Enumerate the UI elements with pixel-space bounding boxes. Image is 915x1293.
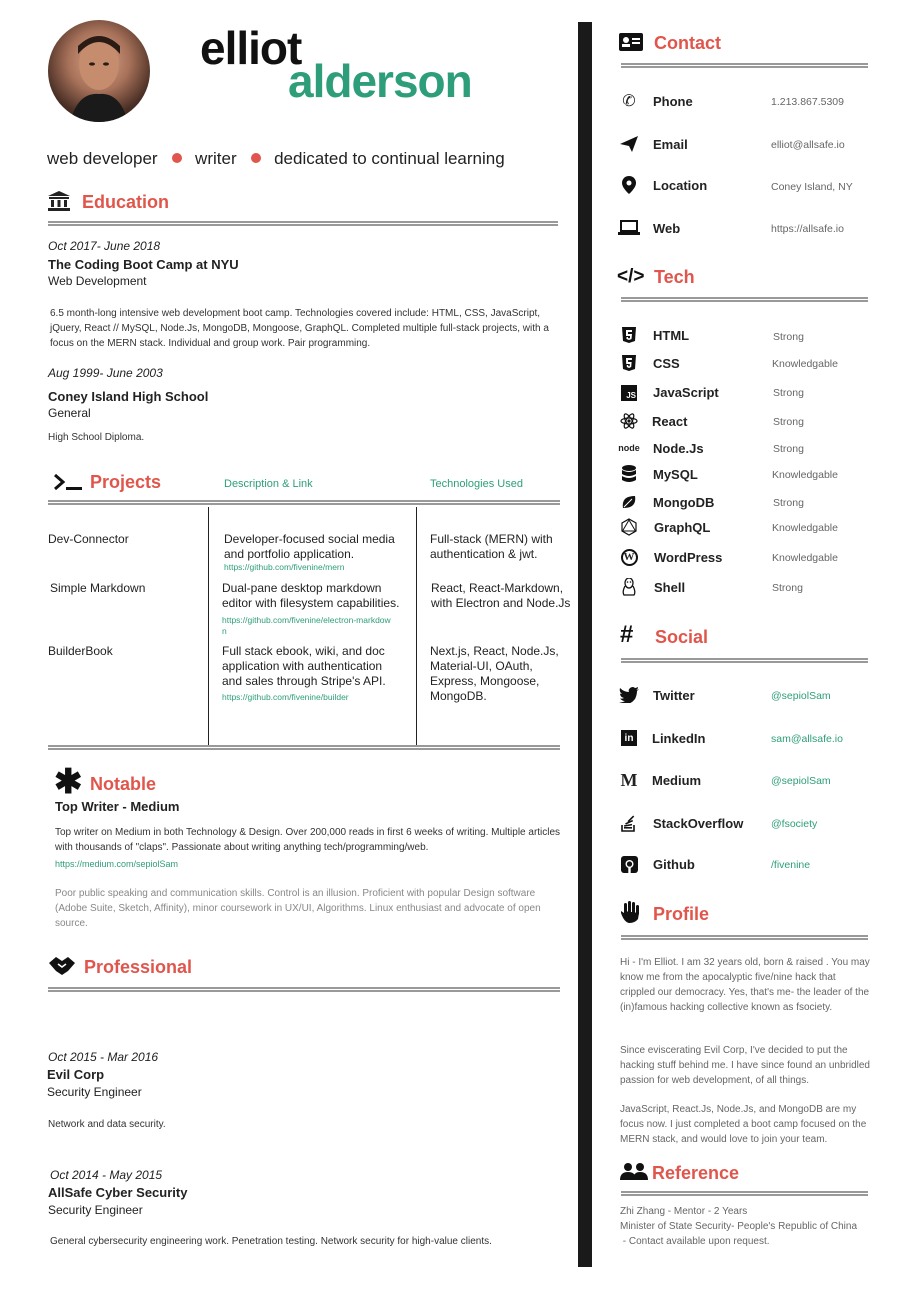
avatar-portrait (48, 20, 150, 122)
reference-title: Reference (652, 1163, 740, 1183)
divider (621, 1191, 868, 1196)
hashtag-icon: # (620, 621, 634, 648)
project-tech: React, React-Markdown, with Electron and Node.Js (431, 581, 571, 610)
graphql-icon (618, 517, 640, 537)
tech-level: Knowledgable (772, 552, 838, 564)
column-divider-bar (578, 22, 592, 1267)
tech-level: Strong (773, 497, 804, 509)
wordpress-icon: W (618, 547, 640, 567)
notable-title: Notable (90, 774, 157, 794)
tech-label: JavaScript (653, 385, 719, 400)
project-link[interactable]: https://github.com/fivenine/builder (222, 692, 349, 702)
github-icon (618, 854, 640, 874)
map-pin-icon (618, 175, 640, 195)
notable-heading: Top Writer - Medium (55, 799, 180, 814)
professional-title: Professional (84, 957, 193, 977)
contact-value: Coney Island, NY (771, 181, 853, 193)
send-icon (618, 134, 640, 154)
tech-level: Strong (773, 416, 804, 428)
project-desc: Developer-focused social media and portfolio application. (224, 532, 395, 561)
social-value[interactable]: @sepiolSam (771, 775, 831, 787)
database-icon (618, 464, 640, 484)
tagline (47, 149, 505, 169)
contact-label: Web (653, 221, 681, 236)
projects-title: Projects (90, 472, 162, 492)
reference-line: Zhi Zhang - Mentor - 2 Years (620, 1206, 748, 1217)
contact-label: Email (653, 137, 688, 152)
notable-text: Top writer on Medium in both Technology & Design. Over 200,000 reads in first 6 weeks of writing. Multiple articles with thousands of "claps". Passionate about writing anything tech/programming/web. (55, 827, 561, 853)
projects-col-line (208, 507, 209, 745)
contact-label: Phone (653, 94, 693, 109)
project-tech: Next.js, React, Node.Js, Material-UI, OAuth, Express, Mongoose, MongoDB. (430, 644, 559, 703)
tech-title: Tech (654, 267, 695, 287)
edu-description: High School Diploma. (48, 432, 145, 443)
edu-dates: Aug 1999- June 2003 (48, 366, 163, 380)
social-label: Github (653, 857, 695, 872)
linux-icon (618, 577, 640, 597)
edu-dates: Oct 2017- June 2018 (48, 239, 161, 253)
job-dates: Oct 2014 - May 2015 (50, 1168, 163, 1182)
contact-value[interactable]: elliot@allsafe.io (771, 139, 845, 151)
project-desc: Full stack ebook, wiki, and doc application with authentication and sales through Stripe's API. (222, 644, 386, 688)
project-name: Simple Markdown (50, 581, 146, 595)
reference-line: - Contact available upon request. (620, 1236, 770, 1247)
contact-label: Location (653, 178, 708, 193)
job-desc: Network and data security. (48, 1119, 166, 1130)
projects-col-line (416, 507, 417, 745)
leaf-icon (618, 492, 640, 512)
social-value[interactable]: @fsociety (771, 818, 818, 830)
css3-icon (618, 353, 640, 373)
profile-paragraph: Since eviscerating Evil Corp, I've decided to put the hacking stuff behind me. I have since found an unbridled passion for web development, of all things. (620, 1045, 870, 1086)
profile-title: Profile (653, 904, 710, 924)
tech-label: Node.Js (653, 441, 704, 456)
edu-description: 6.5 month-long intensive web development boot camp. Technologies covered include: HTML, CSS, JavaScript, jQuery, React // MySQL, Node.Js, MongoDB, Mongoose, GraphQL. Completed multiple full-stack projects, with a focus on the MERN stack. Individual and group work. Pair programming. (50, 308, 549, 349)
job-desc: General cybersecurity engineering work. Penetration testing. Network security for high-value clients. (50, 1236, 492, 1247)
divider (48, 987, 560, 992)
tagline-item: web developer (47, 149, 158, 168)
job-role: Security Engineer (48, 1203, 143, 1217)
social-label: StackOverflow (653, 816, 744, 831)
project-link[interactable]: https://github.com/fivenine/mern (224, 562, 345, 572)
tech-label: MongoDB (653, 495, 715, 510)
tech-level: Strong (772, 582, 803, 594)
tech-label: WordPress (654, 550, 723, 565)
divider (48, 500, 560, 505)
notable-link[interactable]: https://medium.com/sepiolSam (55, 859, 179, 869)
tech-level: Strong (773, 387, 804, 399)
divider (621, 63, 868, 68)
divider (621, 658, 868, 663)
terminal-icon (53, 473, 83, 496)
tech-label: React (652, 414, 688, 429)
job-dates: Oct 2015 - Mar 2016 (48, 1050, 159, 1064)
js-icon: JS (618, 383, 640, 403)
reference-line: Minister of State Security- People's Republic of China (620, 1221, 858, 1232)
job-company: AllSafe Cyber Security (48, 1185, 188, 1200)
stackoverflow-icon (618, 813, 640, 833)
divider (48, 221, 558, 226)
tech-level: Knowledgable (772, 358, 838, 370)
job-company: Evil Corp (47, 1067, 105, 1082)
node-icon: node (618, 443, 640, 453)
project-name: BuilderBook (48, 644, 113, 658)
social-label: Medium (652, 773, 702, 788)
contact-value: 1.213.867.5309 (771, 96, 844, 108)
tagline-item: writer (195, 149, 237, 168)
job-role: Security Engineer (47, 1085, 142, 1099)
project-name: Dev-Connector (48, 532, 129, 546)
projects-col-desc: Description & Link (224, 478, 313, 490)
tech-label: GraphQL (654, 520, 711, 535)
project-link[interactable]: https://github.com/fivenine/electron-markdown (222, 615, 391, 636)
project-desc: Dual-pane desktop markdown editor with filesystem capabilities. (222, 581, 400, 610)
tech-level: Strong (773, 331, 804, 343)
social-title: Social (655, 627, 709, 647)
project-tech: Full-stack (MERN) with authentication & jwt. (430, 532, 553, 561)
medium-icon: M (620, 769, 638, 790)
name-first: elliot (200, 22, 302, 74)
tagline-item: dedicated to continual learning (274, 149, 505, 168)
people-icon (620, 1163, 648, 1186)
social-label: LinkedIn (652, 731, 706, 746)
laptop-icon (618, 218, 640, 238)
linkedin-icon: in (618, 728, 640, 748)
social-value[interactable]: /fivenine (771, 859, 811, 871)
social-value[interactable]: @sepiolSam (771, 690, 831, 702)
code-icon: </> (617, 266, 645, 287)
phone-icon: ✆ (622, 93, 636, 110)
name-last: alderson (288, 55, 472, 107)
notable-extra: Poor public speaking and communication skills. Control is an illusion. Proficient with popular Design software (Adobe Suite, Sketch, Affinity), minor coursework in UX/UI, Algorithms. Linux enthusiast and advocate of open source. (55, 888, 541, 929)
social-label: Twitter (653, 688, 695, 703)
hand-icon (620, 901, 640, 928)
projects-col-tech: Technologies Used (430, 478, 523, 490)
react-icon (618, 411, 640, 431)
institution-icon (48, 191, 70, 216)
tech-label: MySQL (653, 467, 698, 482)
edu-school: Coney Island High School (48, 389, 209, 404)
edu-school: The Coding Boot Camp at NYU (48, 257, 239, 272)
dot-separator (251, 153, 261, 163)
tech-label: CSS (653, 356, 680, 371)
divider (621, 935, 868, 940)
dot-separator (172, 153, 182, 163)
tech-label: HTML (653, 328, 690, 343)
edu-field: General (48, 406, 91, 420)
tech-level: Knowledgable (772, 522, 838, 534)
profile-paragraph: JavaScript, React.Js, Node.Js, and MongoDB are my focus now. I just completed a boot camp focused on the MERN stack, and would love to join your team. (620, 1104, 867, 1145)
divider (621, 297, 868, 302)
edu-field: Web Development (48, 274, 147, 288)
tech-level: Strong (773, 443, 804, 455)
social-value[interactable]: sam@allsafe.io (771, 733, 843, 745)
asterisk-icon: ✱ (54, 763, 83, 801)
divider (48, 745, 560, 750)
contact-title: Contact (654, 33, 721, 53)
html5-icon (618, 325, 640, 345)
avatar (48, 20, 150, 122)
contact-value[interactable]: https://allsafe.io (771, 223, 844, 235)
handshake-icon (48, 955, 76, 982)
tech-label: Shell (654, 580, 686, 595)
twitter-icon (618, 685, 640, 705)
education-title: Education (82, 192, 170, 212)
id-card-icon (619, 33, 643, 56)
profile-paragraph: Hi - I'm Elliot. I am 32 years old, born & raised . You may know me from the apocalyptic five/nine hack that crippled our democracy. Yes, that's me- the leader of the (in)famous hacking collective known as fsociety. (620, 957, 870, 1013)
tech-level: Knowledgable (772, 469, 838, 481)
